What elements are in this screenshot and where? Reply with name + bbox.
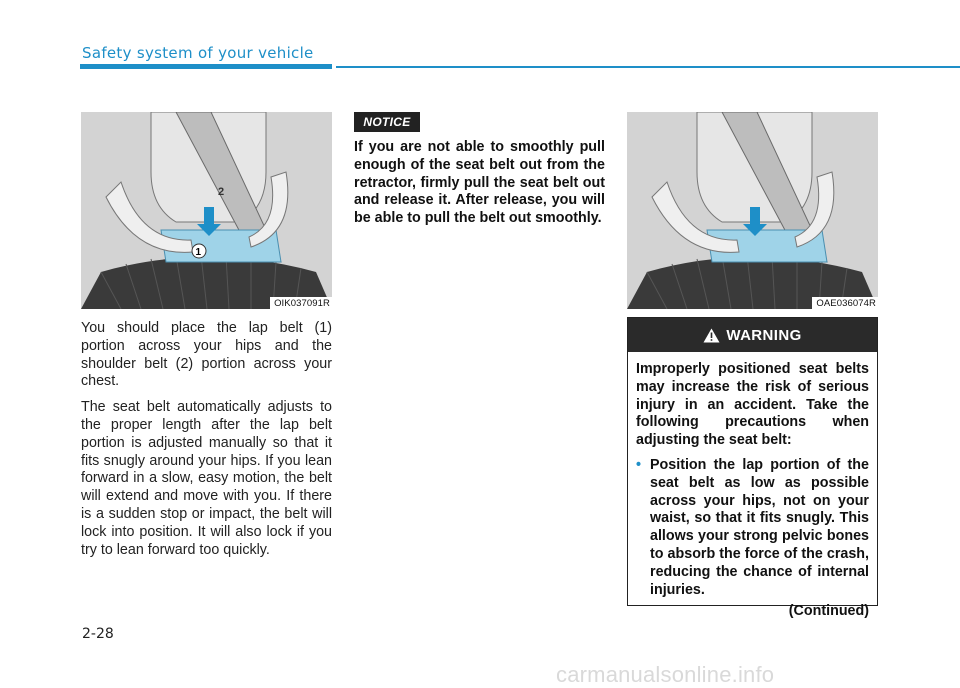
section-title: Safety system of your vehicle — [82, 44, 314, 62]
figure-code: OIK037091R — [270, 297, 332, 309]
header-rule — [336, 66, 960, 68]
warning-header — [628, 318, 877, 352]
page-number: 2-28 — [82, 626, 114, 642]
shoulder-belt-callout: 2 — [218, 186, 225, 198]
figure-callout-labels — [81, 112, 332, 309]
notice-text: If you are not able to smoothly pull enough of the seat belt out from the retractor, firmly pull the seat belt out and release it. After release, you will be able to pull the belt out smoothly. — [354, 139, 605, 227]
warning-bullet — [636, 457, 869, 599]
figure-code: OAE036074R — [812, 297, 878, 309]
warning-bullet-text: Position the lap portion of the seat belt as low as possible across your hips, not on your waist, so that it fits snugly. This allows your strong pelvic bones to absorb the force of the crash, reducing the chance of internal injuries. — [650, 456, 869, 598]
continued-label: (Continued) — [788, 603, 869, 620]
warning-box — [627, 317, 878, 620]
lap-belt-callout: 1 — [195, 247, 202, 258]
paragraph-auto-adjust: The seat belt automatically adjusts to the proper length after the lap belt portion is adjusted manually so that it fits snugly around your hips. If you lean forward in a slow, easy motion, the belt will extend and move with you. If there is a sudden stop or impact, the belt will lock into position. It will also lock if you try to lean forward too quickly. — [81, 399, 332, 558]
figure-seat-belt-lap-shoulder — [81, 112, 332, 309]
seat-belt-position-illustration — [627, 112, 878, 309]
header-accent-bar — [80, 64, 332, 69]
watermark: carmanualsonline.info — [556, 662, 775, 687]
left-column-text — [81, 320, 332, 567]
warning-label: WARNING — [726, 326, 802, 344]
paragraph-lap-belt: You should place the lap belt (1) portion across your hips and the shoulder belt (2) portion across your chest. — [81, 320, 332, 390]
figure-seat-belt-position — [627, 112, 878, 309]
warning-intro: Improperly positioned seat belts may increase the risk of serious injury in an accident. Take the following precautions when adjusting the seat belt: — [636, 361, 869, 449]
bullet-icon: • — [636, 456, 642, 473]
warning-body — [628, 352, 877, 621]
warning-triangle-icon — [703, 328, 720, 343]
notice-badge: NOTICE — [354, 112, 420, 132]
